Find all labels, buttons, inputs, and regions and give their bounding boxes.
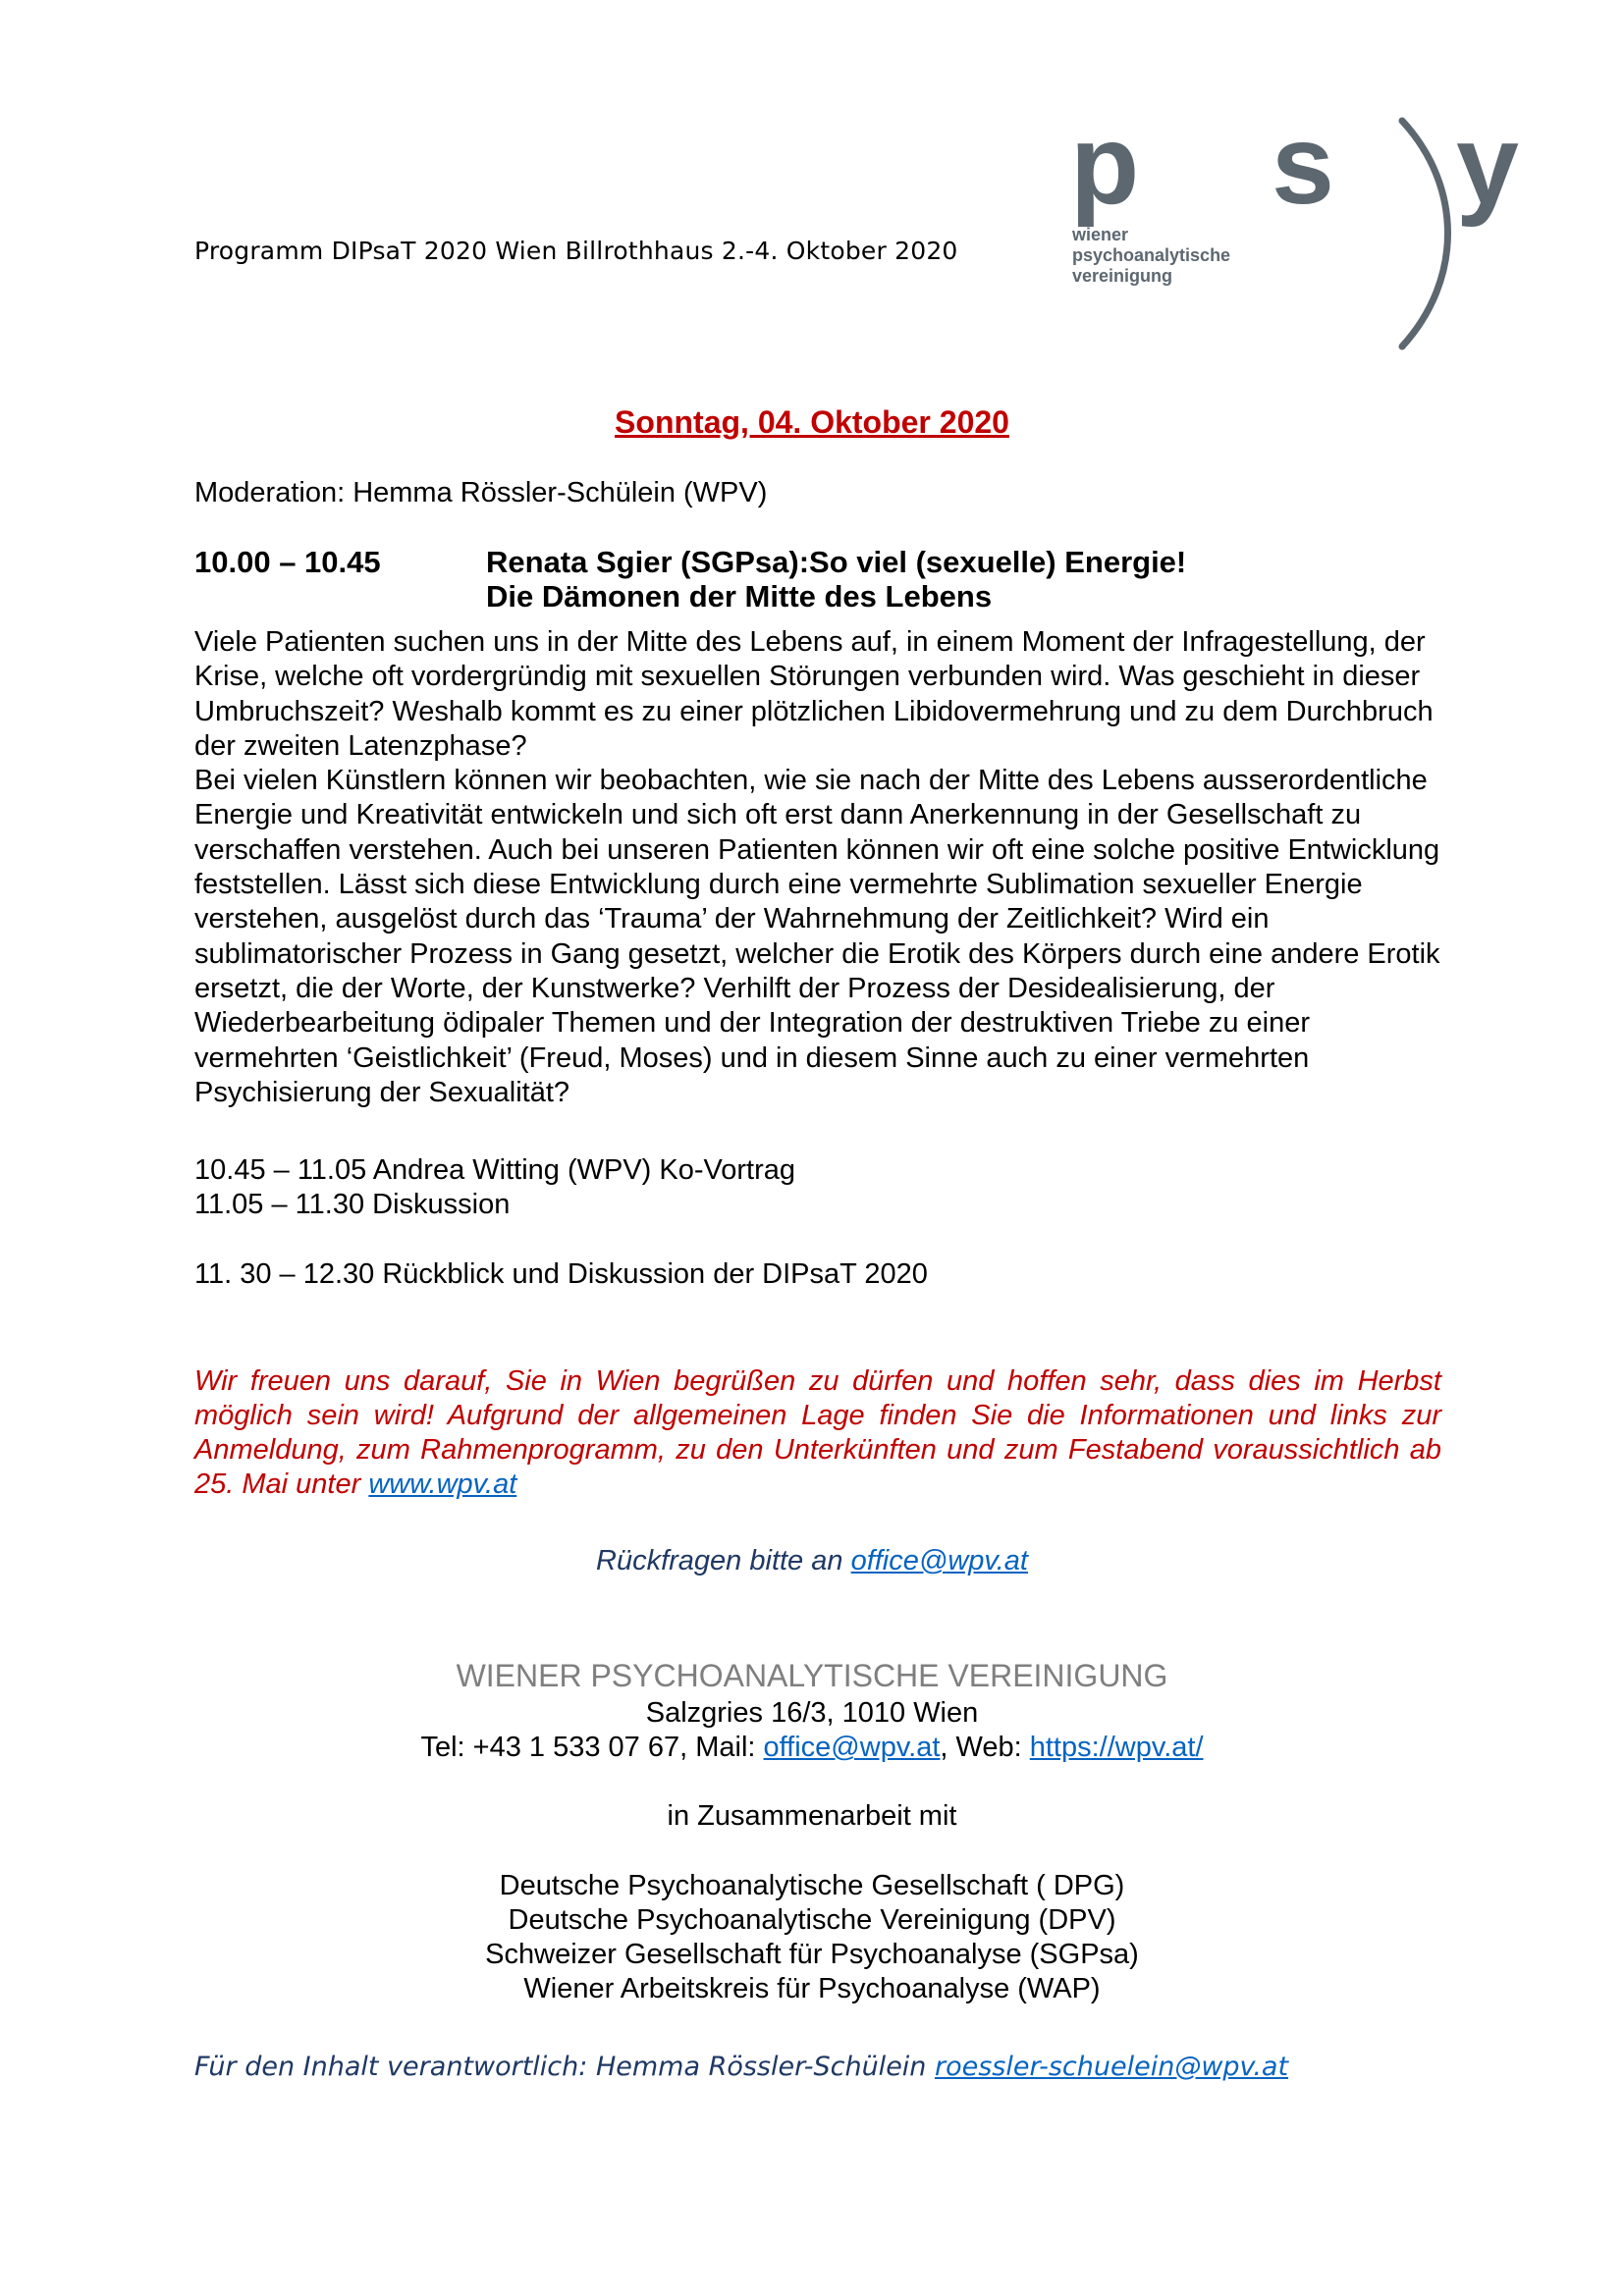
logo-text-line2: psychoanalytische [1072,245,1231,265]
partner-list [0,1869,1624,2006]
logo-bracket-arc [1402,121,1448,347]
contact-note [0,1545,1624,1577]
logo-text-line3: vereinigung [1072,266,1173,286]
talk-title-line1: Renata Sgier (SGPsa):So viel (sexuelle) Energie! [486,545,1187,579]
web-link[interactable]: https://wpv.at/ [1029,1732,1204,1763]
talk-time: 10.00 – 10.45 [194,545,381,579]
logo-text-line1: wiener [1072,225,1129,244]
organization-address: Salzgries 16/3, 1010 Wien [645,1697,979,1729]
talk-abstract [194,625,1441,1110]
responsibility-footer [194,2052,1288,2082]
abstract-paragraph-1: Viele Patienten suchen uns in der Mitte des Lebens auf, in einem Moment der Infragestellung, der Krise, welche oft vordergründig mit sexuellen Störungen verbunden wird. Was geschieht in dieser Umbruchszeit? Weshalb kommt es zu einer plötzlichen Libidovermehrung und zu dem Durchbruch der zweiten Latenzphase? [194,626,1434,762]
registration-note-text: Wir freuen uns darauf, Sie in Wien begrüßen zu dürfen und hoffen sehr, dass dies im Herbst möglich sein wird! Aufgrund der allgemeinen Lage finden Sie die Informationen und links zur Anmeldung, zum Rahmenprogramm, zu den Unterkünften und zum Festabend voraussichtlich ab 25. Mai unter [194,1365,1441,1500]
talk-title-line2: Die Dämonen der Mitte des Lebens [486,579,993,614]
responsible-email-link[interactable]: roessler-schuelein@wpv.at [935,2052,1289,2082]
moderation-line: Moderation: Hemma Rössler-Schülein (WPV) [194,477,768,508]
schedule-item: 11.05 – 11.30 Diskussion [194,1189,511,1220]
logo-letter-y: y [1456,113,1519,228]
mail-link[interactable]: office@wpv.at [763,1732,941,1763]
organization-name: WIENER PSYCHOANALYTISCHE VEREINIGUNG [456,1658,1168,1693]
wpv-logo [1070,113,1542,358]
contact-note-text: Rückfragen bitte an [596,1545,851,1576]
partner-item: Schweizer Gesellschaft für Psychoanalyse (SGPsa) [485,1939,1139,1970]
document-header: Programm DIPsaT 2020 Wien Billrothhaus 2.-4. Oktober 2020 [194,237,958,265]
partner-item: Wiener Arbeitskreis für Psychoanalyse (WAP) [523,1973,1101,2004]
wpv-website-link[interactable]: www.wpv.at [368,1468,517,1500]
logo-letter-p: p [1070,113,1140,228]
talk-title [486,545,1186,614]
schedule-item: 10.45 – 11.05 Andrea Witting (WPV) Ko-Vortrag [194,1154,796,1186]
abstract-paragraph-2: Bei vielen Künstlern können wir beobachten, wie sie nach der Mitte des Lebens ausserordentliche Energie und Kreativität entwickeln und sich oft erst dann Anerkennung in der Gesellschaft zu verschaffen verstehen. Auch bei unseren Patienten können wir oft eine solche positive Entwicklung feststellen. Lässt sich diese Entwicklung durch eine vermehrte Sublimation sexueller Energie verstehen, ausgelöst durch das ‘Trauma’ der Wahrnehmung der Zeitlichkeit? Wird ein sublimatorischer Prozess in Gang gesetzt, welcher die Erotik des Körpers durch eine andere Erotik ersetzt, die der Worte, der Kunstwerke? Verhilft der Prozess der Desidealisierung, der Wiederbearbeitung ödipaler Themen und der Integration der destruktiven Triebe zu einer vermehrten ‘Geistlichkeit’ (Freud, Moses) und in diesem Sinne auch zu einer vermehrten Psychisierung der Sexualität? [194,765,1440,1108]
tel-text: Tel: +43 1 533 07 67, Mail: [420,1732,764,1763]
registration-note [194,1364,1441,1502]
footer-text: Für den Inhalt verantwortlich: Hemma Rössler-Schülein [194,2052,935,2082]
partner-item: Deutsche Psychoanalytische Gesellschaft ( DPG) [499,1870,1125,1901]
office-email-link[interactable]: office@wpv.at [850,1545,1028,1576]
organization-contact [0,1732,1624,1764]
cooperation-label: in Zusammenarbeit mit [667,1800,957,1832]
logo-letter-s: s [1272,113,1334,228]
day-heading: Sonntag, 04. Oktober 2020 [615,404,1009,440]
partner-item: Deutsche Psychoanalytische Vereinigung (DPV) [508,1904,1116,1936]
schedule-item: 11. 30 – 12.30 Rückblick und Diskussion der DIPsaT 2020 [194,1258,928,1290]
web-label: , Web: [940,1732,1030,1763]
